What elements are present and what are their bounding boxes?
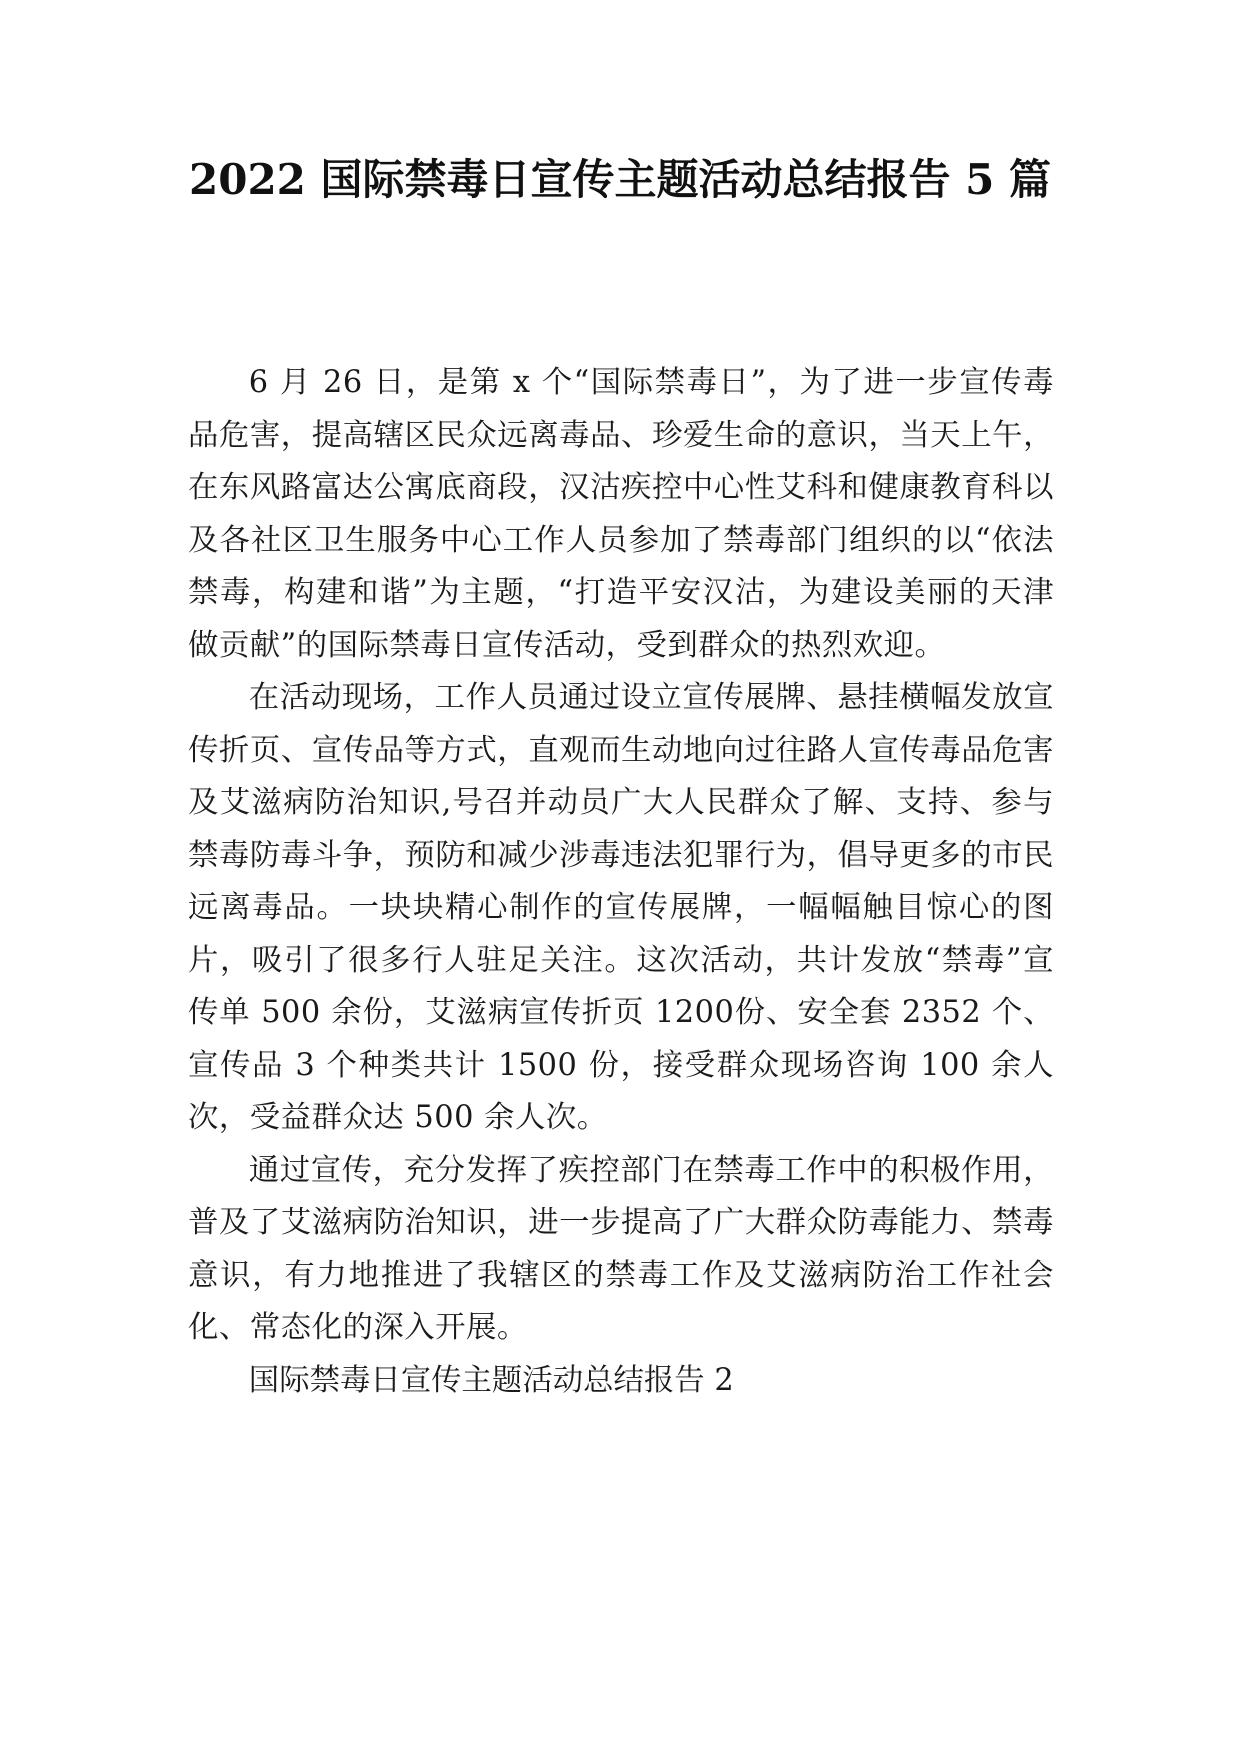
document-body xyxy=(188,357,1054,1407)
document-title: 2022 国际禁毒日宣传主题活动总结报告 5 篇 xyxy=(189,155,1051,204)
paragraph-3: 通过宣传，充分发挥了疾控部门在禁毒工作中的积极作用，普及了艾滋病防治知识，进一步提高了广大群众防毒能力、禁毒意识，有力地推进了我辖区的禁毒工作及艾滋病防治工作社会化、常态化的深入开展。 xyxy=(188,1152,1054,1345)
paragraph-1: 6 月 26 日，是第 x 个“国际禁毒日”，为了进一步宣传毒品危害，提高辖区民众远离毒品、珍爱生命的意识，当天上午，在东风路富达公寓底商段，汉沽疾控中心性艾科和健康教育科以及各社区卫生服务中心工作人员参加了禁毒部门组织的以“依法禁毒，构建和谐”为主题，“打造平安汉沽，为建设美丽的天津做贡献”的国际禁毒日宣传活动，受到群众的热烈欢迎。 xyxy=(188,365,1054,663)
paragraph-2: 在活动现场，工作人员通过设立宣传展牌、悬挂横幅发放宣传折页、宣传品等方式，直观而生动地向过往路人宣传毒品危害及艾滋病防治知识,号召并动员广大人民群众了解、支持、参与禁毒防毒斗争，预防和减少涉毒违法犯罪行为，倡导更多的市民远离毒品。一块块精心制作的宣传展牌，一幅幅触目惊心的图片，吸引了很多行人驻足关注。这次活动，共计发放“禁毒”宣传单 500 余份，艾滋病宣传折页 1200份、安全套 2352 个、宣传品 3 个种类共计 1500 份，接受群众现场咨询 100 余人次，受益群众达 500 余人次。 xyxy=(188,680,1054,1135)
section-heading-2: 国际禁毒日宣传主题活动总结报告 2 xyxy=(248,1362,734,1398)
